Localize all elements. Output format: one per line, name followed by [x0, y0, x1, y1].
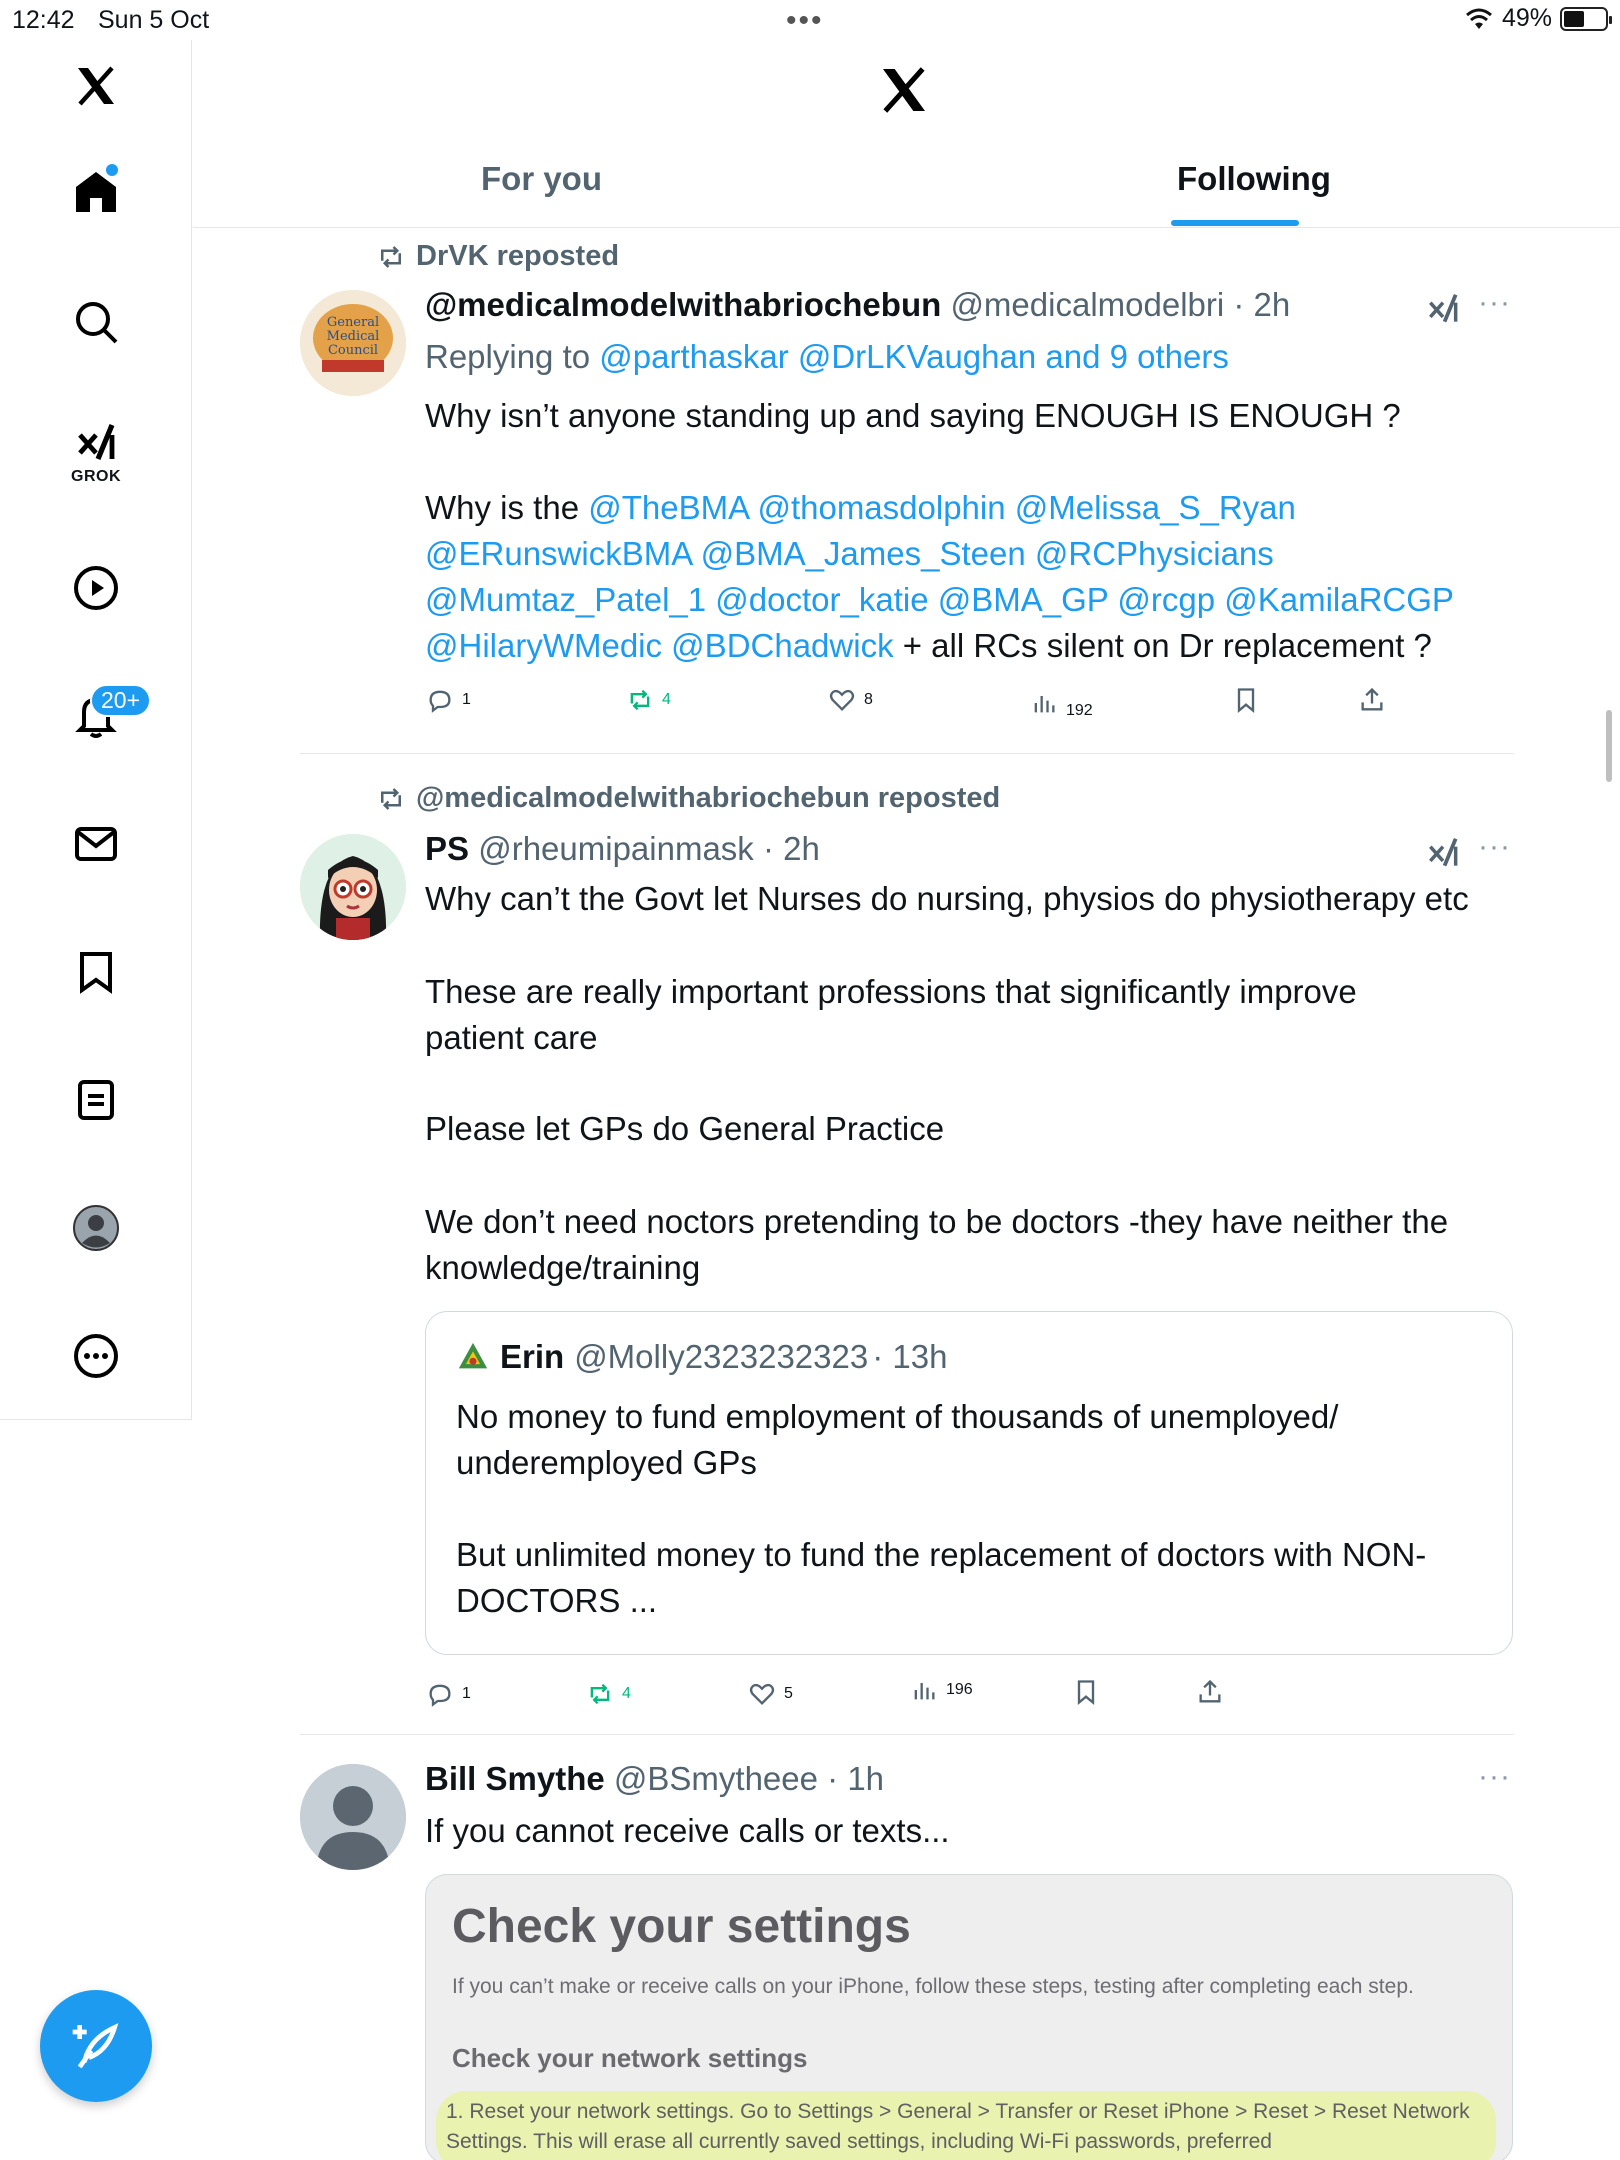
reply-button[interactable] [426, 1680, 471, 1708]
avatar[interactable] [300, 290, 406, 396]
list-icon [72, 1076, 120, 1124]
grok-explain-icon[interactable] [1424, 834, 1462, 872]
views-chart-icon [910, 1676, 938, 1704]
home-unread-dot [106, 164, 118, 176]
mention-links[interactable]: @TheBMA @thomasdolphin @Melissa_S_Ryan [588, 489, 1296, 526]
sidebar-item-profile[interactable] [56, 1188, 136, 1268]
author-handle[interactable]: @medicalmodelbri [950, 286, 1225, 323]
image-subtitle: If you can’t make or receive calls on your iPhone, follow these steps, testing after completing each step. [452, 1975, 1414, 1998]
reply-mentions[interactable]: @parthaskar @DrLKVaughan and 9 others [599, 338, 1229, 375]
post-time[interactable]: · 1h [827, 1760, 885, 1797]
repost-count: 4 [662, 691, 671, 708]
reply-prefix: Replying to [425, 338, 600, 375]
repost-icon [626, 686, 654, 714]
repost-icon [376, 242, 406, 272]
image-title: Check your settings [452, 1900, 911, 1953]
quote-text-p1: No money to fund employment of thousands of unemployed/ underemployed GPs [456, 1398, 1339, 1481]
views-button[interactable] [910, 1676, 973, 1704]
post-image[interactable] [425, 1874, 1513, 2160]
post-more-icon[interactable]: ··· [1478, 830, 1511, 863]
repost-button[interactable] [586, 1680, 631, 1708]
quote-avatar-icon [456, 1340, 490, 1374]
sidebar [0, 40, 192, 1420]
sidebar-item-bookmarks[interactable] [56, 932, 136, 1012]
reply-count: 1 [462, 1685, 471, 1702]
post-text-line1: Why isn’t anyone standing up and saying ENOUGH IS ENOUGH ? [425, 397, 1401, 434]
status-time: 12:42 [12, 6, 75, 34]
mention-links[interactable]: @ERunswickBMA @BMA_James_Steen @RCPhysicians [425, 535, 1274, 572]
image-step-text: 1. Reset your network settings. Go to Settings > General > Transfer or Reset iPhone > Reset > Reset Network Settings. This will erase all currently saved settings, including Wi-Fi passwords, preferred [446, 2100, 1470, 2153]
author-name[interactable]: @medicalmodelwithabriochebun [425, 286, 942, 323]
share-icon [1358, 686, 1386, 714]
image-heading: Check your network settings [452, 2043, 808, 2073]
sidebar-item-more[interactable] [56, 1316, 136, 1396]
views-button[interactable] [1030, 690, 1093, 716]
sidebar-item-lists[interactable] [56, 1060, 136, 1140]
mention-links[interactable]: @Mumtaz_Patel_1 @doctor_katie @BMA_GP @rcgp @KamilaRCGP [425, 581, 1454, 618]
views-chart-icon [1030, 690, 1058, 716]
post-text-p3: Please let GPs do General Practice [425, 1110, 945, 1147]
sidebar-item-explore[interactable] [56, 282, 136, 362]
compose-post-button[interactable] [40, 1990, 152, 2102]
post-header [425, 286, 1290, 324]
grok-label: GROK [71, 468, 121, 485]
share-button[interactable] [1358, 686, 1386, 714]
repost-label: DrVK reposted [416, 240, 620, 272]
post-more-icon[interactable]: ··· [1478, 286, 1511, 319]
author-handle[interactable]: @rheumipainmask [478, 830, 754, 867]
author-handle[interactable]: @BSmytheee [613, 1760, 818, 1797]
timeline-header [193, 40, 1620, 228]
active-tab-indicator [1171, 220, 1299, 226]
grok-explain-icon[interactable] [1424, 290, 1462, 328]
post-divider [300, 753, 1514, 754]
more-icon [72, 1332, 120, 1380]
bookmark-button[interactable] [1072, 1678, 1100, 1706]
share-button[interactable] [1196, 1678, 1224, 1706]
svg-text:Medical: Medical [326, 329, 380, 344]
battery-percent: 49% [1501, 4, 1552, 32]
post-text: If you cannot receive calls or texts... [425, 1812, 950, 1849]
text-fragment: Why is the [425, 489, 589, 526]
like-count: 5 [784, 1685, 793, 1702]
view-count: 196 [946, 1681, 973, 1698]
post-text-p1: Why can’t the Govt let Nurses do nursing, physios do physiotherapy etc [425, 880, 1469, 917]
mention-links[interactable]: @HilaryWMedic @BDChadwick [425, 627, 894, 664]
battery-icon [1560, 7, 1608, 31]
repost-icon [586, 1680, 614, 1708]
sidebar-item-video[interactable] [56, 548, 136, 628]
quote-author-handle[interactable]: @Molly2323232323 [574, 1338, 869, 1375]
scrollbar[interactable] [1606, 710, 1612, 782]
repost-icon [376, 784, 406, 814]
multitasking-dots[interactable]: ••• [786, 4, 824, 37]
quote-header [456, 1338, 947, 1376]
search-icon [72, 298, 120, 346]
view-count: 192 [1066, 702, 1093, 716]
author-name[interactable]: PS [425, 830, 470, 867]
tab-for-you[interactable]: For you [481, 160, 602, 197]
video-icon [72, 564, 120, 612]
reply-icon [426, 686, 454, 714]
sidebar-x-logo[interactable] [56, 46, 136, 126]
svg-text:Council: Council [327, 343, 379, 358]
cartoon-girl-avatar-icon [300, 834, 406, 940]
repost-indicator [376, 782, 1000, 815]
post-divider [300, 1734, 1514, 1735]
author-name[interactable]: Bill Smythe [425, 1760, 605, 1797]
bookmark-icon [1072, 1678, 1100, 1706]
avatar[interactable] [300, 834, 406, 940]
quoted-post[interactable] [425, 1311, 1513, 1655]
notification-badge: 20+ [90, 684, 151, 717]
status-right [1464, 4, 1608, 33]
quote-author-name[interactable]: Erin [500, 1338, 565, 1375]
repost-count: 4 [622, 1685, 631, 1702]
bookmark-button[interactable] [1232, 686, 1260, 714]
post-time[interactable]: · 2h [762, 830, 820, 867]
text-fragment: + all RCs silent on Dr replacement ? [893, 627, 1432, 664]
post-time[interactable]: · 2h [1233, 286, 1291, 323]
status-date: Sun 5 Oct [98, 6, 210, 34]
repost-label: @medicalmodelwithabriochebun reposted [416, 782, 1001, 814]
x-logo-icon [72, 62, 120, 110]
quote-text-p2: But unlimited money to fund the replacement of doctors with NON-DOCTORS ... [456, 1536, 1427, 1619]
profile-icon [72, 1204, 120, 1252]
wifi-icon [1464, 7, 1494, 31]
share-icon [1196, 1678, 1224, 1706]
sidebar-item-messages[interactable] [56, 804, 136, 884]
repost-button[interactable] [626, 686, 671, 714]
reply-button[interactable] [426, 686, 471, 714]
x-logo-icon[interactable] [876, 62, 932, 118]
post-more-icon[interactable]: ··· [1478, 1760, 1511, 1793]
quote-time: · 13h [872, 1338, 948, 1375]
compose-feather-icon [68, 2018, 124, 2074]
sidebar-item-notifications[interactable] [56, 676, 141, 756]
repost-indicator [376, 240, 619, 273]
tab-following[interactable]: Following [1177, 160, 1331, 197]
default-profile-icon [300, 1764, 406, 1870]
sidebar-item-grok[interactable] [56, 412, 136, 492]
grok-icon [72, 419, 120, 467]
post-text-p4: We don’t need noctors pretending to be doctors -they have neither the knowledge/training [425, 1203, 1449, 1286]
sidebar-item-home[interactable] [56, 152, 136, 232]
reply-icon [426, 1680, 454, 1708]
heart-icon [748, 1680, 776, 1708]
bookmark-icon [72, 948, 120, 996]
svg-text:General: General [326, 315, 380, 330]
post-text-p2: These are really important professions that significantly improve patient care [425, 973, 1357, 1056]
reply-context [425, 334, 1515, 380]
mail-icon [72, 820, 120, 868]
post-header [425, 830, 820, 868]
bookmark-icon [1232, 686, 1260, 714]
reply-count: 1 [462, 691, 471, 708]
like-button[interactable] [828, 686, 873, 714]
post-text-paragraph2 [425, 485, 1525, 669]
post-header [425, 1760, 884, 1798]
avatar[interactable] [300, 1764, 406, 1870]
heart-icon [828, 686, 856, 714]
gmc-parody-avatar-icon [300, 290, 406, 396]
like-count: 8 [864, 691, 873, 708]
like-button[interactable] [748, 1680, 793, 1708]
status-bar [0, 0, 1620, 40]
